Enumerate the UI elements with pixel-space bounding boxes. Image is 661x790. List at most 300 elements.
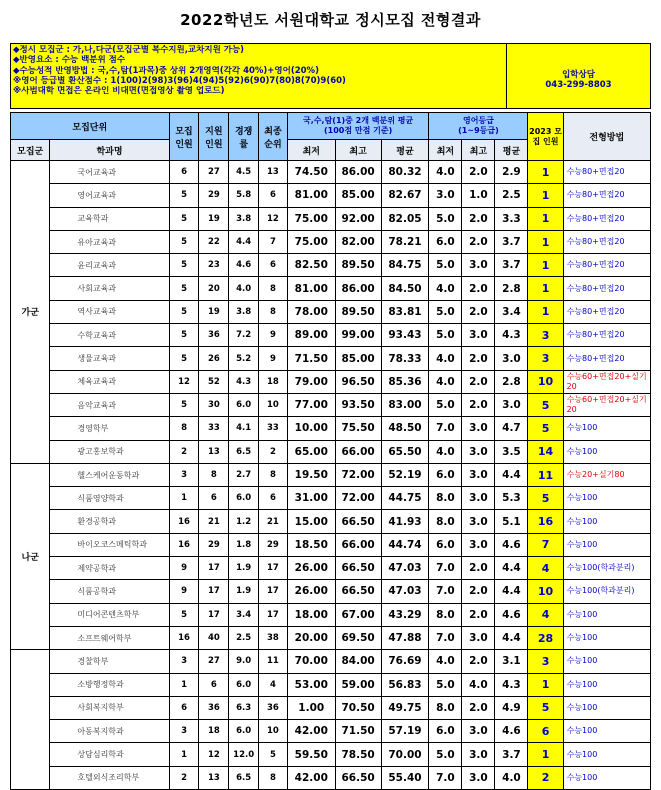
- quota-2023-cell: 1: [528, 161, 563, 184]
- method-cell: 수능100: [563, 417, 650, 440]
- rank-cell: 17: [259, 557, 288, 580]
- info-line: ※사범대학 면접은 온라인 비대면(면접영상 촬영 업로드): [13, 86, 225, 97]
- eng-avg-cell: 4.3: [495, 324, 528, 347]
- eng-max-cell: 2.0: [462, 603, 495, 626]
- eng-max-cell: 2.0: [462, 650, 495, 673]
- info-line: ◆반영요소 : 수능 백분위 점수: [13, 55, 126, 66]
- quota-2023-cell: 6: [528, 720, 563, 743]
- score-min-cell: 15.00: [287, 510, 335, 533]
- dept-cell: 상담심리학과: [50, 743, 169, 766]
- score-max-cell: 96.50: [335, 370, 381, 393]
- eng-avg-cell: 5.3: [495, 487, 528, 510]
- header-max: 최고: [335, 140, 381, 161]
- group-cell: 나군: [11, 463, 50, 649]
- quota-cell: 5: [169, 324, 199, 347]
- dept-cell: 교육학과: [50, 207, 169, 230]
- eng-max-cell: 1.0: [462, 184, 495, 207]
- eng-min-cell: 7.0: [429, 417, 462, 440]
- score-max-cell: 66.50: [335, 766, 381, 789]
- quota-cell: 5: [169, 300, 199, 323]
- quota-2023-cell: 1: [528, 277, 563, 300]
- eng-avg-cell: 4.4: [495, 463, 528, 486]
- info-line: ◆수능성적 반영방법 : 국,수,탐(1과목)중 상위 2개영역(각각 40%)+영어(20%): [13, 65, 319, 76]
- quota-2023-cell: 14: [528, 440, 563, 463]
- contact-label: 입학상담: [562, 70, 595, 80]
- header-score-group-sub: (100점 만점 기준): [324, 126, 393, 135]
- score-max-cell: 89.50: [335, 254, 381, 277]
- score-avg-cell: 48.50: [381, 417, 429, 440]
- table-row: [11, 161, 651, 184]
- eng-min-cell: 7.0: [429, 580, 462, 603]
- eng-max-cell: 3.0: [462, 324, 495, 347]
- quota-cell: 5: [169, 207, 199, 230]
- ratio-cell: 1.9: [229, 557, 259, 580]
- ratio-cell: 1.8: [229, 533, 259, 556]
- score-max-cell: 86.00: [335, 161, 381, 184]
- score-avg-cell: 47.03: [381, 580, 429, 603]
- score-avg-cell: 84.75: [381, 254, 429, 277]
- method-cell: 수능60+면접20+실기20: [563, 393, 650, 416]
- method-cell: 수능100: [563, 720, 650, 743]
- applicants-cell: 6: [199, 487, 229, 510]
- score-min-cell: 75.00: [287, 207, 335, 230]
- eng-min-cell: 4.0: [429, 650, 462, 673]
- eng-max-cell: 2.0: [462, 161, 495, 184]
- eng-avg-cell: 3.0: [495, 393, 528, 416]
- method-cell: 수능100: [563, 487, 650, 510]
- rank-cell: 17: [259, 603, 288, 626]
- table-row: [11, 230, 651, 253]
- eng-min-cell: 3.0: [429, 184, 462, 207]
- dept-cell: 경영학부: [50, 417, 169, 440]
- method-cell: 수능80+면접20: [563, 230, 650, 253]
- dept-cell: 소방행정학과: [50, 673, 169, 696]
- score-avg-cell: 78.33: [381, 347, 429, 370]
- quota-cell: 3: [169, 650, 199, 673]
- ratio-cell: 12.0: [229, 743, 259, 766]
- method-cell: 수능80+면접20: [563, 300, 650, 323]
- eng-min-cell: 6.0: [429, 533, 462, 556]
- quota-2023-cell: 28: [528, 626, 563, 649]
- method-cell: 수능100: [563, 533, 650, 556]
- dept-cell: 식품공학과: [50, 580, 169, 603]
- ratio-cell: 6.0: [229, 720, 259, 743]
- quota-2023-cell: 11: [528, 463, 563, 486]
- applicants-cell: 13: [199, 766, 229, 789]
- score-max-cell: 72.00: [335, 487, 381, 510]
- ratio-cell: 9.0: [229, 650, 259, 673]
- score-min-cell: 1.00: [287, 696, 335, 719]
- score-max-cell: 85.00: [335, 184, 381, 207]
- method-cell: 수능80+면접20: [563, 184, 650, 207]
- eng-min-cell: 8.0: [429, 603, 462, 626]
- applicants-cell: 19: [199, 207, 229, 230]
- eng-avg-cell: 3.7: [495, 254, 528, 277]
- table-row: [11, 300, 651, 323]
- info-box: [10, 43, 651, 109]
- rank-cell: 8: [259, 766, 288, 789]
- eng-max-cell: 2.0: [462, 370, 495, 393]
- eng-avg-cell: 4.4: [495, 626, 528, 649]
- header-eng-avg: 평균: [495, 140, 528, 161]
- eng-max-cell: 3.0: [462, 440, 495, 463]
- score-max-cell: 86.00: [335, 277, 381, 300]
- applicants-cell: 17: [199, 557, 229, 580]
- header-score-group: [287, 113, 429, 140]
- score-max-cell: 92.00: [335, 207, 381, 230]
- header-2023-quota: 2023 모집 인원: [528, 113, 563, 161]
- score-min-cell: 77.00: [287, 393, 335, 416]
- score-max-cell: 75.50: [335, 417, 381, 440]
- applicants-cell: 33: [199, 417, 229, 440]
- rank-cell: 13: [259, 161, 288, 184]
- table-row: [11, 603, 651, 626]
- dept-cell: 호텔외식조리학부: [50, 766, 169, 789]
- eng-max-cell: 3.0: [462, 720, 495, 743]
- dept-cell: 체육교육과: [50, 370, 169, 393]
- quota-cell: 9: [169, 580, 199, 603]
- quota-2023-cell: 4: [528, 557, 563, 580]
- header-group: 모집군: [11, 140, 50, 161]
- dept-cell: 환경공학과: [50, 510, 169, 533]
- dept-cell: 수학교육과: [50, 324, 169, 347]
- score-avg-cell: 83.00: [381, 393, 429, 416]
- quota-2023-cell: 2: [528, 766, 563, 789]
- eng-max-cell: 2.0: [462, 300, 495, 323]
- score-avg-cell: 76.69: [381, 650, 429, 673]
- rank-cell: 11: [259, 650, 288, 673]
- eng-min-cell: 4.0: [429, 277, 462, 300]
- ratio-cell: 7.2: [229, 324, 259, 347]
- table-row: [11, 557, 651, 580]
- header-dept: 학과명: [50, 140, 169, 161]
- eng-avg-cell: 4.3: [495, 673, 528, 696]
- rank-cell: 10: [259, 393, 288, 416]
- eng-avg-cell: 4.4: [495, 580, 528, 603]
- eng-max-cell: 3.0: [462, 626, 495, 649]
- quota-2023-cell: 1: [528, 207, 563, 230]
- score-max-cell: 70.50: [335, 696, 381, 719]
- applicants-cell: 23: [199, 254, 229, 277]
- group-cell: 가군: [11, 161, 50, 464]
- eng-avg-cell: 3.5: [495, 440, 528, 463]
- quota-cell: 3: [169, 720, 199, 743]
- ratio-cell: 5.8: [229, 184, 259, 207]
- table-row: [11, 254, 651, 277]
- rank-cell: 29: [259, 533, 288, 556]
- rank-cell: 8: [259, 463, 288, 486]
- dept-cell: 미디어콘텐츠학부: [50, 603, 169, 626]
- table-row: [11, 440, 651, 463]
- method-cell: 수능80+면접20: [563, 277, 650, 300]
- dept-cell: 음악교육과: [50, 393, 169, 416]
- applicants-cell: 26: [199, 347, 229, 370]
- score-max-cell: 66.50: [335, 557, 381, 580]
- score-max-cell: 82.00: [335, 230, 381, 253]
- method-cell: 수능80+면접20: [563, 347, 650, 370]
- score-max-cell: 99.00: [335, 324, 381, 347]
- eng-min-cell: 7.0: [429, 766, 462, 789]
- header-quota: 모집 인원: [169, 113, 199, 161]
- rank-cell: 18: [259, 370, 288, 393]
- eng-avg-cell: 4.0: [495, 766, 528, 789]
- contact-phone: 043-299-8803: [545, 80, 612, 90]
- rank-cell: 9: [259, 324, 288, 347]
- header-eng-group-title: 영어등급: [462, 116, 494, 125]
- ratio-cell: 6.5: [229, 766, 259, 789]
- score-max-cell: 72.00: [335, 463, 381, 486]
- score-avg-cell: 78.21: [381, 230, 429, 253]
- table-row: [11, 184, 651, 207]
- dept-cell: 식품영양학과: [50, 487, 169, 510]
- dept-cell: 광고홍보학과: [50, 440, 169, 463]
- quota-2023-cell: 7: [528, 533, 563, 556]
- quota-cell: 2: [169, 440, 199, 463]
- eng-min-cell: 8.0: [429, 487, 462, 510]
- eng-max-cell: 2.0: [462, 393, 495, 416]
- ratio-cell: 4.0: [229, 277, 259, 300]
- applicants-cell: 30: [199, 393, 229, 416]
- quota-cell: 5: [169, 393, 199, 416]
- dept-cell: 유아교육과: [50, 230, 169, 253]
- eng-max-cell: 3.0: [462, 254, 495, 277]
- table-row: [11, 696, 651, 719]
- score-avg-cell: 44.75: [381, 487, 429, 510]
- eng-max-cell: 3.0: [462, 533, 495, 556]
- eng-avg-cell: 3.7: [495, 230, 528, 253]
- rank-cell: 17: [259, 580, 288, 603]
- quota-2023-cell: 3: [528, 650, 563, 673]
- header-final-rank: 최종 순위: [259, 113, 288, 161]
- ratio-cell: 6.0: [229, 673, 259, 696]
- quota-2023-cell: 1: [528, 743, 563, 766]
- quota-2023-cell: 1: [528, 673, 563, 696]
- score-min-cell: 18.50: [287, 533, 335, 556]
- quota-cell: 3: [169, 463, 199, 486]
- results-table: [10, 112, 651, 790]
- applicants-cell: 22: [199, 230, 229, 253]
- score-max-cell: 59.00: [335, 673, 381, 696]
- score-max-cell: 93.50: [335, 393, 381, 416]
- quota-cell: 5: [169, 347, 199, 370]
- score-min-cell: 20.00: [287, 626, 335, 649]
- rank-cell: 10: [259, 720, 288, 743]
- eng-max-cell: 3.0: [462, 743, 495, 766]
- eng-min-cell: 4.0: [429, 370, 462, 393]
- table-row: [11, 207, 651, 230]
- score-avg-cell: 82.67: [381, 184, 429, 207]
- score-avg-cell: 44.74: [381, 533, 429, 556]
- eng-min-cell: 5.0: [429, 207, 462, 230]
- rank-cell: 6: [259, 487, 288, 510]
- score-min-cell: 71.50: [287, 347, 335, 370]
- ratio-cell: 4.3: [229, 370, 259, 393]
- ratio-cell: 2.5: [229, 626, 259, 649]
- score-min-cell: 42.00: [287, 766, 335, 789]
- score-avg-cell: 41.93: [381, 510, 429, 533]
- method-cell: 수능100: [563, 510, 650, 533]
- eng-avg-cell: 4.9: [495, 696, 528, 719]
- score-avg-cell: 83.81: [381, 300, 429, 323]
- eng-max-cell: 2.0: [462, 557, 495, 580]
- dept-cell: 국어교육과: [50, 161, 169, 184]
- applicants-cell: 12: [199, 743, 229, 766]
- applicants-cell: 27: [199, 650, 229, 673]
- eng-avg-cell: 4.6: [495, 720, 528, 743]
- eng-min-cell: 5.0: [429, 324, 462, 347]
- quota-cell: 5: [169, 184, 199, 207]
- quota-2023-cell: 5: [528, 696, 563, 719]
- score-min-cell: 82.50: [287, 254, 335, 277]
- method-cell: 수능100(학과분리): [563, 580, 650, 603]
- table-row: [11, 510, 651, 533]
- quota-cell: 1: [169, 487, 199, 510]
- score-max-cell: 69.50: [335, 626, 381, 649]
- eng-min-cell: 4.0: [429, 347, 462, 370]
- method-cell: 수능100: [563, 603, 650, 626]
- rank-cell: 9: [259, 347, 288, 370]
- quota-2023-cell: 1: [528, 300, 563, 323]
- applicants-cell: 13: [199, 440, 229, 463]
- table-row: [11, 347, 651, 370]
- method-cell: 수능80+면접20: [563, 161, 650, 184]
- results-body: [11, 161, 651, 790]
- score-min-cell: 26.00: [287, 557, 335, 580]
- rank-cell: 6: [259, 254, 288, 277]
- header-unit: 모집단위: [11, 113, 170, 140]
- ratio-cell: 6.0: [229, 393, 259, 416]
- ratio-cell: 6.3: [229, 696, 259, 719]
- table-row: [11, 720, 651, 743]
- method-cell: 수능60+면접20+실기20: [563, 370, 650, 393]
- eng-min-cell: 7.0: [429, 557, 462, 580]
- header-min: 최저: [287, 140, 335, 161]
- score-max-cell: 66.00: [335, 440, 381, 463]
- quota-cell: 5: [169, 603, 199, 626]
- table-row: [11, 417, 651, 440]
- method-cell: 수능100(학과분리): [563, 557, 650, 580]
- method-cell: 수능80+면접20: [563, 254, 650, 277]
- quota-2023-cell: 16: [528, 510, 563, 533]
- info-notes: [11, 44, 507, 108]
- quota-2023-cell: 5: [528, 487, 563, 510]
- quota-2023-cell: 3: [528, 324, 563, 347]
- dept-cell: 제약공학과: [50, 557, 169, 580]
- score-max-cell: 71.50: [335, 720, 381, 743]
- table-row: [11, 673, 651, 696]
- table-row: [11, 277, 651, 300]
- method-cell: 수능100: [563, 440, 650, 463]
- contact-box: [507, 44, 650, 108]
- eng-avg-cell: 3.7: [495, 743, 528, 766]
- eng-max-cell: 2.0: [462, 230, 495, 253]
- table-row: [11, 580, 651, 603]
- score-min-cell: 74.50: [287, 161, 335, 184]
- score-max-cell: 66.50: [335, 580, 381, 603]
- score-avg-cell: 43.29: [381, 603, 429, 626]
- method-cell: 수능100: [563, 696, 650, 719]
- eng-min-cell: 4.0: [429, 440, 462, 463]
- score-avg-cell: 84.50: [381, 277, 429, 300]
- score-min-cell: 10.00: [287, 417, 335, 440]
- score-max-cell: 67.00: [335, 603, 381, 626]
- dept-cell: 소프트웨어학부: [50, 626, 169, 649]
- score-avg-cell: 70.00: [381, 743, 429, 766]
- method-cell: 수능20+실기80: [563, 463, 650, 486]
- quota-cell: 5: [169, 254, 199, 277]
- applicants-cell: 8: [199, 463, 229, 486]
- eng-max-cell: 4.0: [462, 673, 495, 696]
- table-row: [11, 626, 651, 649]
- quota-2023-cell: 5: [528, 393, 563, 416]
- ratio-cell: 1.9: [229, 580, 259, 603]
- header-score-group-title: 국,수,탐(1)중 2개 백분위 평균: [303, 116, 414, 125]
- score-min-cell: 59.50: [287, 743, 335, 766]
- score-min-cell: 89.00: [287, 324, 335, 347]
- table-row: [11, 533, 651, 556]
- method-cell: 수능80+면접20: [563, 324, 650, 347]
- eng-max-cell: 2.0: [462, 347, 495, 370]
- rank-cell: 2: [259, 440, 288, 463]
- rank-cell: 6: [259, 184, 288, 207]
- quota-cell: 9: [169, 557, 199, 580]
- method-cell: 수능100: [563, 673, 650, 696]
- ratio-cell: 4.6: [229, 254, 259, 277]
- score-min-cell: 75.00: [287, 230, 335, 253]
- rank-cell: 21: [259, 510, 288, 533]
- quota-cell: 16: [169, 510, 199, 533]
- eng-avg-cell: 2.5: [495, 184, 528, 207]
- score-avg-cell: 65.50: [381, 440, 429, 463]
- applicants-cell: 36: [199, 696, 229, 719]
- quota-cell: 2: [169, 766, 199, 789]
- ratio-cell: 4.5: [229, 161, 259, 184]
- ratio-cell: 6.0: [229, 487, 259, 510]
- eng-avg-cell: 2.8: [495, 370, 528, 393]
- quota-cell: 12: [169, 370, 199, 393]
- score-min-cell: 79.00: [287, 370, 335, 393]
- info-line: ◆정시 모집군 : 가,나,다군(모집군별 복수지원,교차지원 가능): [13, 45, 245, 55]
- eng-min-cell: 5.0: [429, 300, 462, 323]
- dept-cell: 영어교육과: [50, 184, 169, 207]
- ratio-cell: 3.8: [229, 300, 259, 323]
- eng-max-cell: 2.0: [462, 207, 495, 230]
- score-avg-cell: 82.05: [381, 207, 429, 230]
- rank-cell: 36: [259, 696, 288, 719]
- eng-min-cell: 8.0: [429, 510, 462, 533]
- rank-cell: 12: [259, 207, 288, 230]
- score-min-cell: 18.00: [287, 603, 335, 626]
- applicants-cell: 52: [199, 370, 229, 393]
- score-max-cell: 78.50: [335, 743, 381, 766]
- dept-cell: 사회교육과: [50, 277, 169, 300]
- score-max-cell: 66.00: [335, 533, 381, 556]
- quota-2023-cell: 1: [528, 184, 563, 207]
- eng-avg-cell: 4.7: [495, 417, 528, 440]
- rank-cell: 8: [259, 277, 288, 300]
- dept-cell: 바이오코스메틱학과: [50, 533, 169, 556]
- quota-cell: 8: [169, 417, 199, 440]
- dept-cell: 아동복지학과: [50, 720, 169, 743]
- eng-min-cell: 7.0: [429, 626, 462, 649]
- eng-max-cell: 3.0: [462, 766, 495, 789]
- applicants-cell: 29: [199, 184, 229, 207]
- method-cell: 수능100: [563, 766, 650, 789]
- score-avg-cell: 47.88: [381, 626, 429, 649]
- score-avg-cell: 52.19: [381, 463, 429, 486]
- score-avg-cell: 55.40: [381, 766, 429, 789]
- ratio-cell: 1.2: [229, 510, 259, 533]
